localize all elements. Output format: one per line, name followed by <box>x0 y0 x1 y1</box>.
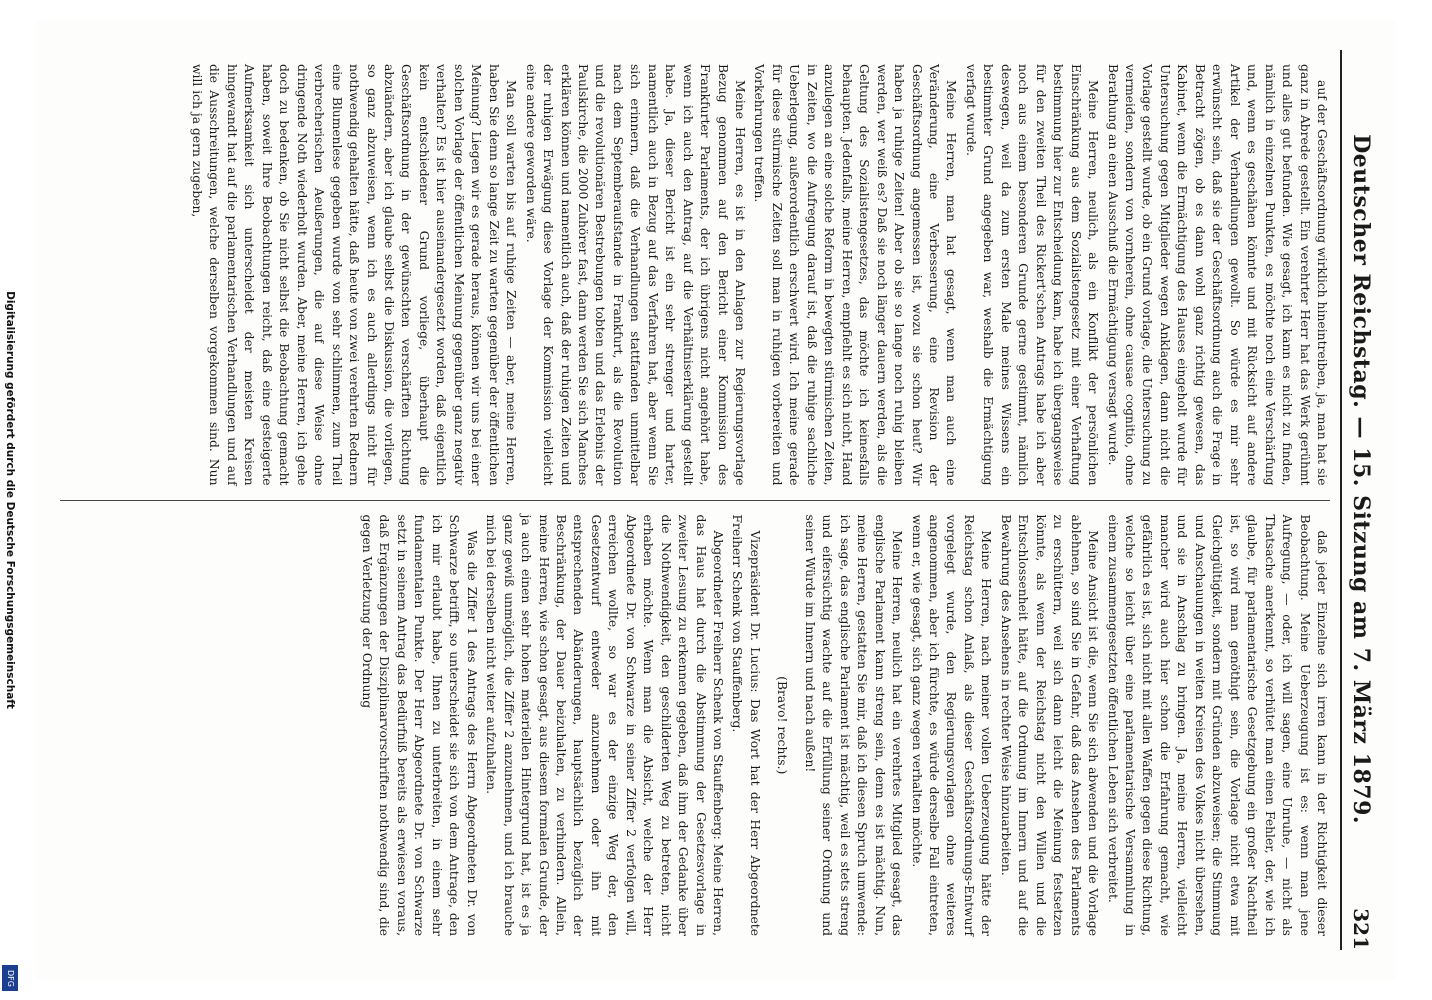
page-header <box>1340 50 1374 950</box>
running-title: Deutscher Reichstag. — 15. Sitzung am 7. März 1879. <box>1348 134 1374 825</box>
footer-strip <box>0 0 20 1000</box>
paragraph: Meine Herren, es ist in den Anlagen zur Regierungsvorlage Bezug genommen auf den Bericht einer Kommission des Frankfurter Parlaments, der ich übrigens nicht angehört habe, wenn ich auch den Antrag, auf die Verhältniserklärung gestellt habe. Ja, dieser Bericht ist ein sehr strenger und harter, namentlich auch in Bezug auf das Verfahren hat, aber wenn Sie sich erinnern, daß die Verhandlungen stattfanden unmittelbar nach dem Septemberaufstande in Frankfurt, als die Revolution und die revolutionären Bestrebungen tobten und das Erlebnis der Paulskirche, die 2000 Zuhörer fast, dann werden Sie sich Manches erklären können und namentlich auch, daß der ruhigen Zeiten und der ruhigen Erwägung diese Vorlage der Kommission vielleicht eine andere geworden wäre. <box>523 64 748 486</box>
paragraph: Abgeordneter Freiherr Schenk von Stauffenberg: Meine Herren, das Haus hat durch die Abstimmung der Gesetzesvorlage in zweiter Lesung zu erkennen gegeben, daß ihm der Gedanke über die Nothwendigkeit, den geschilderten Weg zu betreten, nicht erhaben möchte. Wenn man die Absicht, welche der Herr Abgeordnete Dr. von Schwarze in seiner Ziffer 2 verfolgen will, erreichen wollte, so war es der einzige Weg der, den Gesetzentwurf entweder anzunehmen oder ihn mit entsprechenden Abänderungen, hauptsächlich bezüglich der Beschränkung, der Dauer beizuhalten, zu verhindern. Allein, meine Herren, wie schon gesagt, aus diesem formalen Grunde, der ja auch einen sehr hohen materiellen Hintergrund hat, ist es ja ganz gewiß unmöglich, die Ziffer 2 anzunehmen, und ich brauche mich bei derselben nicht weiter aufzuhalten. <box>484 514 726 936</box>
dfg-logo <box>2 965 18 991</box>
digitization-credit: Digitalisierung gefördert durch die Deutsche Forschungsgemeinschaft <box>4 291 16 709</box>
paragraph: auf der Geschäftsordnung wirklich hineintreiben, ja, man hat sie ganz in Abrede gestellt. Ein verehrter Herr hat das Werk gerühmt und alles gut befunden. Wie gesagt, ich kann es nicht zu finden, nämlich in einzelnen Punkten, es möchte noch eine Verschärfung und, wenn es geschähen könnte und mit Rücksicht auf andere Artikel der Verhandlungen gewollt. So würde es mir sehr erwünscht sein, daß sie der Geschäftsordnung auch die Frage in Betracht zögen, ob es dann wohl ganz richtig gewesen, das Kabinet, wenn die Ermächtigung des Hauses eingeholt wurde für Untersuchung gegen Mitglieder wegen Anklagen, dann nicht die Vorlage gestellt wurde, ob ein Grund vorlage, die Untersuchung zu vermeiden, sondern von vornherein, ohne causae cognitio, ohne Berathung an einen Ausschuß die Ermächtigung versagt wurde. <box>1105 64 1329 486</box>
left-text-column <box>60 50 1330 500</box>
right-text-column <box>60 500 1330 951</box>
paragraph: Meine Herren, neulich hat ein verehrtes Mitglied gesagt, das englische Parlament kann streng sein, denn es ist mächtig. Nun, meine Herren, gestatten Sie mir, daß ich diesen Spruch umwende: ich sage, das englische Parlament ist mächtig, weil es stets streng und eifersüchtig wachte auf die Erfüllung seiner Ordnung und seiner Würde im Innern und nach außen! <box>802 514 905 936</box>
paragraph: Meine Herren, nach meiner vollen Ueberzeugung hätte der Reichstag schon Anlaß, als dieser Geschäftsordnungs-Entwurf vorgelegt wurde, den Regierungsvorlagen ohne weiteres angenommen, aber ich fürchte, es würde derselbe Fall eintreten, wenn er, wie gesagt, sich ganz wegen verhalten möchte. <box>909 514 994 936</box>
paragraph: Meine Herren, man hat gesagt, wenn man auch eine Veränderung, eine Verbesserung, eine Revision der Geschäftsordnung angemessen ist, wozu sie schon heut? Wir haben ja ruhige Zeiten! Aber ob sie so lange noch ruhig bleiben werden, wer weiß es? Daß sie noch länger dauern werden, als die Geltung des Sozialistengesetzes, das möchte ich keinesfalls behaupten. Jedenfalls, meine Herren, empfiehlt es sich nicht, Hand anzulegen an eine solche Reform in bewegten stürmischen Zeiten, in Zeiten, wo die Aufregung darauf ist, daß die ruhige sachliche Ueberlegung, außerordentlich erschwert wird. Ich meine gerade für diese stürmische Zeiten soll man in ruhigen vorbereiten und Vorkehrungen treffen. <box>752 64 959 486</box>
paragraph: Man soll warten bis auf ruhige Zeiten — aber, meine Herren, haben Sie denn so lange Zeit zu warten gegenüber der öffentlichen Meinung? Liegen wir es gerade heraus, können wir uns bei einer solchen Vorlage der öffentlichen Meinung gegenüber ganz negativ verhalten? Es ist hier auseinandergesetzt worden, daß eigentlich kein entschiedener Grund vorliege, überhaupt die Geschäftsordnung in der gewünschten verschärften Richtung abzuändern, aber ich glaube selbst die Diskussion, die vorliegen, so ganz abzuweisen, wenn ich es auch allerdings nicht für nothwendig gehalten hätte, daß heute von zwei verehrten Rednern eine Blumenlese gegeben wurde von sehr schlimmen, zum Theil verbrecherischen Aeußerungen, die auf diese Weise ohne dringende Noth wiederholt wurden. Aber, meine Herren, ich gehe doch zu bedenken, ob Sie nicht selbst die Beobachtung gemacht haben, soweit Ihre Beobachtungen reicht, daß eine gesteigerte Aufmerksamkeit sich unterscheidet der meisten Kreisen hingewandt hat auf die parlamentarischen Verhandlungen und auf die Ausschreitungen, welche derselben vorgekommen sind. Nun will ich ja gern zugeben, <box>190 64 519 486</box>
paragraph: (Bravo! rechts.) <box>775 676 790 775</box>
rotated-scan-page <box>36 20 1396 980</box>
text-columns <box>60 50 1330 950</box>
paragraph: Meine Ansicht ist die, wenn Sie sich abwenden und die Vorlage ablehnen, so sind Sie in Gefahr, daß das Ansehen des Parlaments zu erschüttern, weil sich dann leicht die Meinung festsetzen könnte, als wenn der Reichstag nicht den Willen und die Entschlossenheit hätte, auf die Ordnung im Innern und auf die Bewahrung des Ansehens in rechter Weise hinzuarbeiten. <box>998 514 1101 936</box>
paragraph: Vizepräsident Dr. Lucius: Das Wort hat der Herr Abgeordnete Freiherr Schenk von Stauffenberg. <box>730 514 762 936</box>
paragraph: Meine Herren, neulich, als ein Konflikt der persönlichen Einschränkung aus dem Sozialistengesetz mit einer Verhaftung bestimmung hier zur Entscheidung kam, habe ich übergangsweise für den zweiten Theil des Rickert'schen Antrags habe ich aber noch aus einem besonderen Grunde gerne gestimmt, nämlich deswegen, weil da zum ersten Male meines Wissens ein bestimmter Grund angegeben war, weshalb die Ermächtigung verfagt wurde. <box>963 64 1101 486</box>
paragraph: daß jeder Einzelne sich irren kann in der Richtigkeit dieser Beobachtung. Meine Ueberzeugung ist es: wenn man jene Aufregung, — oder, ich will sagen, eine Unruhe, — nicht als Thatsache anerkennt, so verhütet man einen Fehler, der, wie ich glaube, für parlamentarische Gesetzgebung ein großer Nachtheil ist, so wird man genöthigt sein, die Vorlage nicht etwa mit Gleichgültigkeit, sondern mit Gründen abzuweisen; die Stimmung und Anschauungen in weiten Kreisen des Volkes nicht übersehen, und sie in Anschlag zu bringen. Ja, meine Herren, vielleicht mancher wird auch hier schon die Erfahrung gemacht, wie gefährlich es ist, sich nicht mit allen Waffen gegen diese Richtung, welche so leicht über eine parlamentarische Versammlung in einem zusammengesetzten öffentlichen Leben sich verbreitet. <box>1105 514 1329 936</box>
page-number: 321 <box>1349 908 1373 950</box>
dfg-logo-text: DFG <box>5 969 15 987</box>
paragraph: Was die Ziffer 1 des Antrags des Herrn Abgeordneten Dr. von Schwarze betrifft, so unterscheidet sie sich von dem Antrage, den ich mir erlaubt habe, Ihnen zu unterbreiten, in einem sehr fundamentalen Punkte. Der Herr Abgeordnete Dr. von Schwarze setzt in seinem Antrag das Bedürfniß bereits als erwiesen voraus, daß Ergänzungen der Disziplinarvorschriften nothwendig sind, die gegen Verletzung der Ordnung <box>359 514 479 936</box>
